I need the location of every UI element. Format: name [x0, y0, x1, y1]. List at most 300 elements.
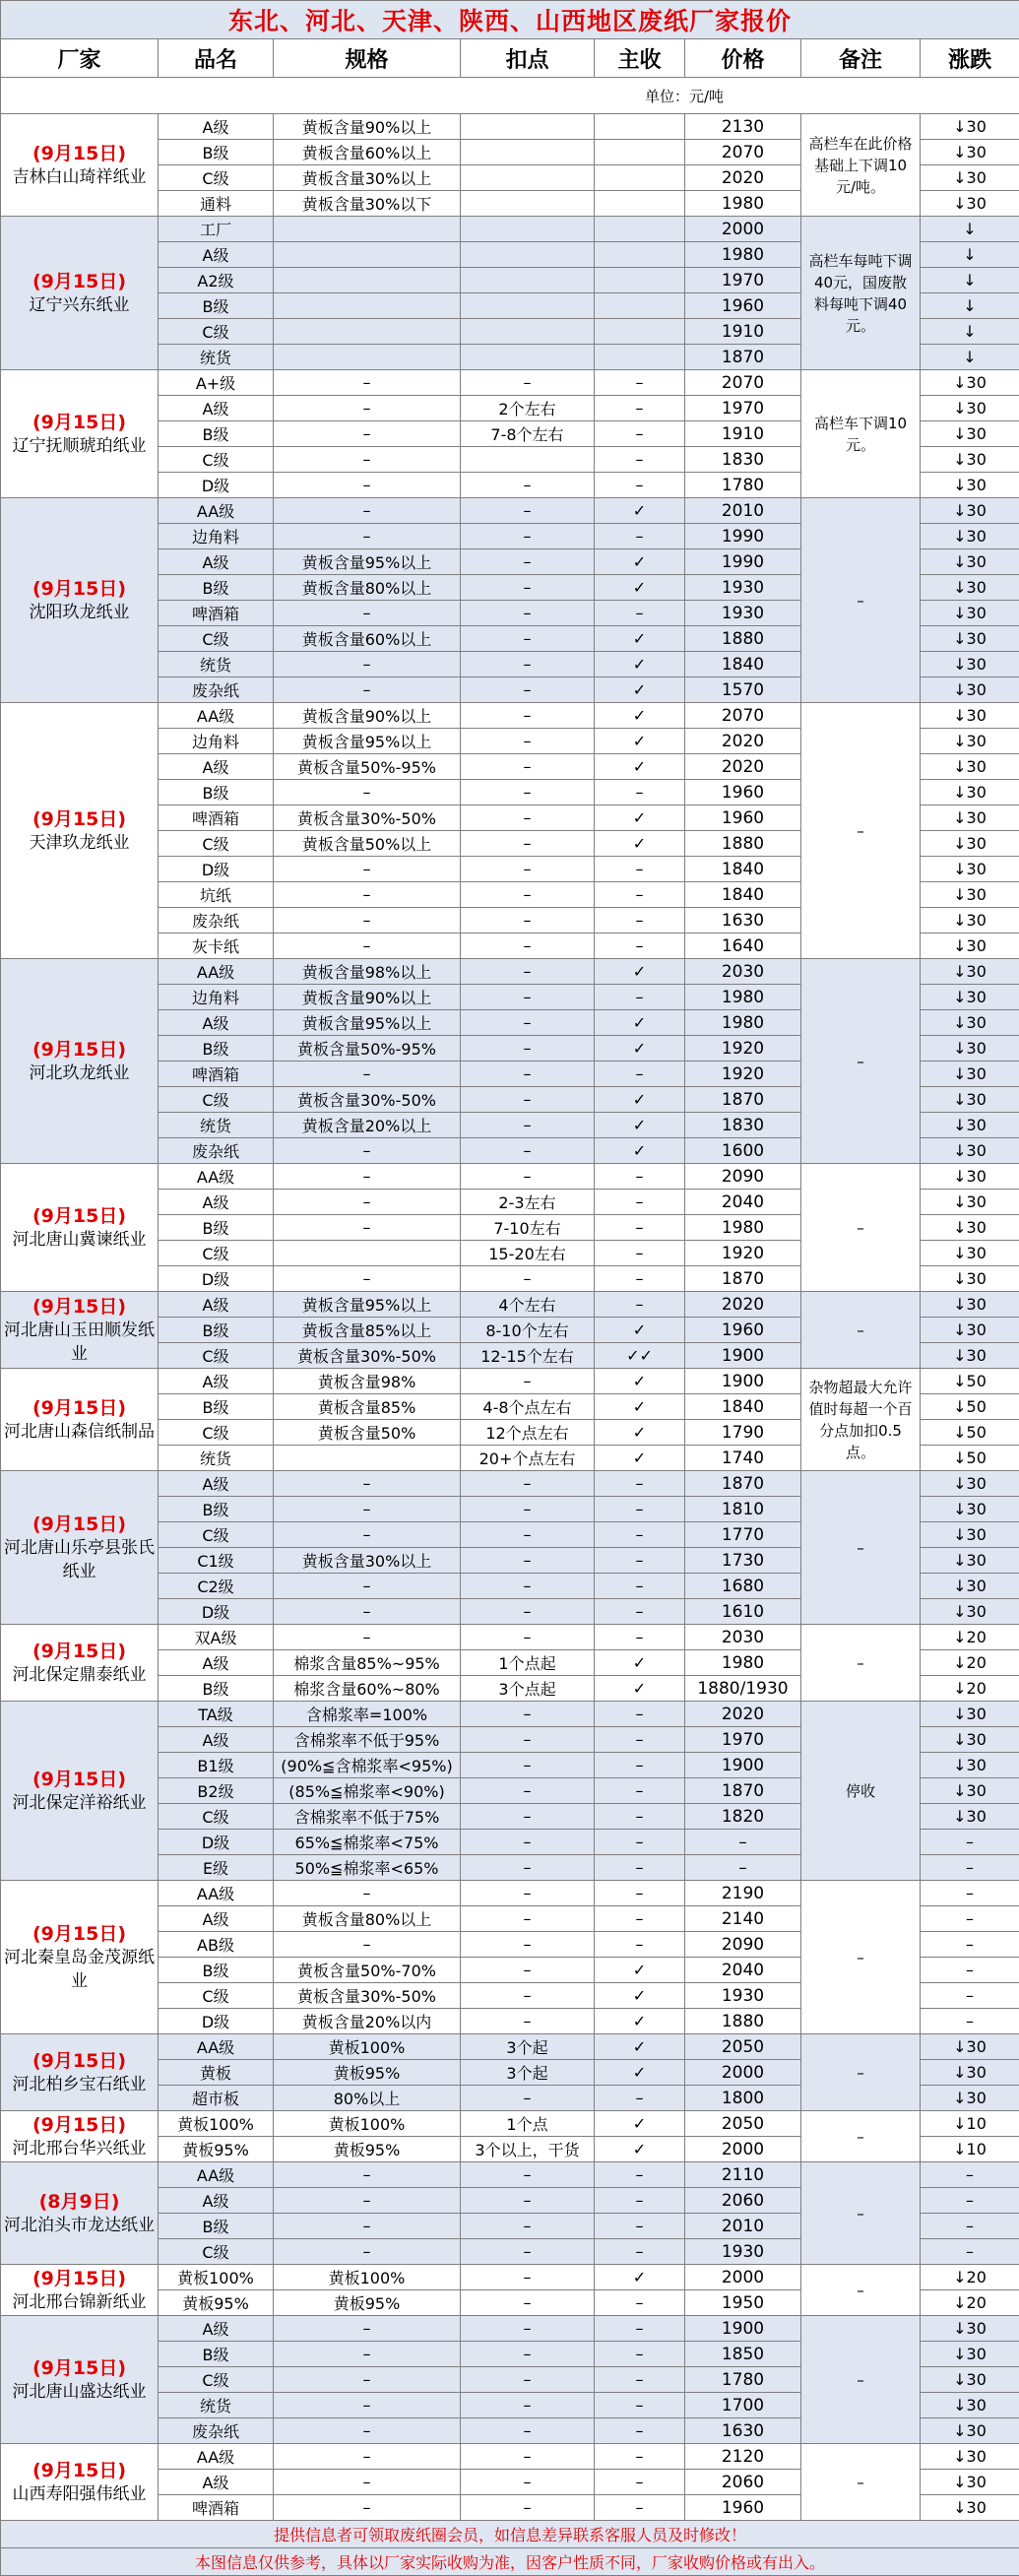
deduct-cell: – [461, 1369, 595, 1394]
main-collect-cell: – [595, 2495, 685, 2521]
main-collect-cell: ✓ [595, 729, 685, 754]
change-cell: ↓30 [921, 805, 1019, 831]
change-cell: ↓30 [921, 2034, 1019, 2060]
change-cell: ↓10 [921, 2111, 1019, 2137]
grade-cell: 双A级 [159, 1625, 274, 1650]
price-cell: 1900 [685, 1343, 801, 1369]
change-cell: ↓30 [921, 780, 1019, 805]
spec-cell [274, 1446, 461, 1471]
price-cell: 1980 [685, 1010, 801, 1036]
grade-cell: C级 [159, 1420, 274, 1446]
spec-cell: – [274, 2470, 461, 2495]
main-collect-cell: – [595, 2316, 685, 2342]
deduct-cell: – [461, 805, 595, 831]
main-collect-cell [595, 165, 685, 191]
change-cell: ↓30 [921, 1062, 1019, 1087]
main-collect-cell: – [595, 2393, 685, 2418]
main-collect-cell: ✓ [595, 652, 685, 677]
grade-cell: 啤酒箱 [159, 805, 274, 831]
change-cell: – [921, 1958, 1019, 1983]
spec-cell: – [274, 1932, 461, 1958]
table-row [1, 2034, 1019, 2060]
grade-cell: 废杂纸 [159, 908, 274, 934]
main-collect-cell: ✓ [595, 959, 685, 985]
price-cell: 2050 [685, 2034, 801, 2060]
deduct-cell [461, 293, 595, 319]
table-row [1, 498, 1019, 524]
change-cell: ↓20 [921, 1676, 1019, 1702]
grade-cell: A级 [159, 549, 274, 575]
grade-cell: 通料 [159, 191, 274, 217]
change-cell: ↓30 [921, 626, 1019, 652]
grade-cell: B级 [159, 421, 274, 447]
price-cell: 1850 [685, 2342, 801, 2367]
change-cell: ↓30 [921, 1599, 1019, 1625]
spec-cell: – [274, 2214, 461, 2239]
main-collect-cell: – [595, 1190, 685, 1215]
price-cell: 1880 [685, 2009, 801, 2034]
price-cell: 1930 [685, 601, 801, 626]
factory-name: 河北邢台锦新纸业 [1, 2290, 158, 2314]
price-cell: 1820 [685, 1804, 801, 1830]
deduct-cell: 15-20左右 [461, 1241, 595, 1266]
main-collect-cell: ✓ [595, 1036, 685, 1062]
price-cell: 2140 [685, 1906, 801, 1932]
change-cell: ↓30 [921, 1702, 1019, 1727]
change-cell: ↓30 [921, 1497, 1019, 1522]
price-cell: 2020 [685, 165, 801, 191]
main-collect-cell: – [595, 1164, 685, 1190]
grade-cell: A+级 [159, 370, 274, 396]
main-collect-cell: – [595, 601, 685, 626]
price-cell: 2000 [685, 2265, 801, 2290]
price-cell: 2130 [685, 114, 801, 140]
main-collect-cell: – [595, 2444, 685, 2470]
price-cell: 1740 [685, 1446, 801, 1471]
spec-cell: – [274, 1062, 461, 1087]
deduct-cell [461, 217, 595, 242]
change-cell: ↓50 [921, 1446, 1019, 1471]
header-deduct: 扣点 [461, 39, 595, 78]
deduct-cell: – [461, 1548, 595, 1574]
grade-cell: D级 [159, 2009, 274, 2034]
spec-cell: 50%≦棉浆率<65% [274, 1855, 461, 1881]
deduct-cell: 2个左右 [461, 396, 595, 421]
factory-date: (9月15日) [1, 1640, 158, 1663]
price-cell: 1870 [685, 1778, 801, 1804]
price-cell: 2070 [685, 703, 801, 729]
spec-cell: – [274, 1215, 461, 1241]
factory-date: (9月15日) [1, 1295, 158, 1319]
remark-cell: 高栏车下调10元。 [801, 370, 921, 498]
main-collect-cell: – [595, 1062, 685, 1087]
price-cell: 1960 [685, 293, 801, 319]
remark-cell: – [801, 1292, 921, 1369]
spec-cell: 黄板含量50%以上 [274, 831, 461, 857]
spec-cell: 黄板含量90%以上 [274, 985, 461, 1010]
grade-cell: 工厂 [159, 217, 274, 242]
grade-cell: B级 [159, 2214, 274, 2239]
main-collect-cell: – [595, 1215, 685, 1241]
price-cell: 2000 [685, 217, 801, 242]
factory-date: (9月15日) [1, 2267, 158, 2290]
deduct-cell: 7-8个左右 [461, 421, 595, 447]
grade-cell: A级 [159, 1727, 274, 1753]
main-collect-cell [595, 293, 685, 319]
deduct-cell: 3个点起 [461, 1676, 595, 1702]
grade-cell: C级 [159, 447, 274, 473]
factory-date: (9月15日) [1, 1768, 158, 1791]
main-collect-cell [595, 191, 685, 217]
grade-cell: A级 [159, 2470, 274, 2495]
spec-cell: 黄板含量80%以上 [274, 575, 461, 601]
grade-cell: C1级 [159, 1548, 274, 1574]
price-cell: 1900 [685, 2316, 801, 2342]
change-cell: ↓50 [921, 1420, 1019, 1446]
grade-cell: A级 [159, 1369, 274, 1394]
price-cell: 2020 [685, 1702, 801, 1727]
header-factory: 厂家 [1, 39, 159, 78]
spec-cell: – [274, 934, 461, 959]
factory-name: 河北泊头市龙达纸业 [1, 2214, 158, 2237]
change-cell: ↓30 [921, 1574, 1019, 1599]
deduct-cell: – [461, 1164, 595, 1190]
change-cell: ↓20 [921, 1650, 1019, 1676]
change-cell: ↓30 [921, 677, 1019, 703]
spec-cell: – [274, 2188, 461, 2214]
deduct-cell [461, 319, 595, 345]
grade-cell: AA级 [159, 2444, 274, 2470]
spec-cell: – [274, 1625, 461, 1650]
factory-cell [1, 370, 159, 498]
main-collect-cell: – [595, 473, 685, 498]
spec-cell: 黄板含量30%以上 [274, 1548, 461, 1574]
grade-cell: B级 [159, 575, 274, 601]
price-cell: 1840 [685, 882, 801, 908]
factory-name: 河北玖龙纸业 [1, 1062, 158, 1085]
spec-cell: 黄板含量98% [274, 1369, 461, 1394]
main-collect-cell: – [595, 1804, 685, 1830]
price-cell: 2060 [685, 2188, 801, 2214]
price-cell: 2190 [685, 1881, 801, 1906]
change-cell: ↓30 [921, 1804, 1019, 1830]
spec-cell: – [274, 601, 461, 626]
main-collect-cell: ✓ [595, 626, 685, 652]
spec-cell: – [274, 2316, 461, 2342]
deduct-cell: – [461, 1804, 595, 1830]
main-collect-cell: ✓ [595, 805, 685, 831]
price-cell: 1630 [685, 908, 801, 934]
main-collect-cell: – [595, 370, 685, 396]
table-row [1, 114, 1019, 140]
spec-cell: – [274, 677, 461, 703]
spec-cell: 黄板含量95%以上 [274, 1010, 461, 1036]
price-cell: 1980 [685, 1650, 801, 1676]
main-collect-cell: ✓ [595, 2009, 685, 2034]
deduct-cell: – [461, 1138, 595, 1164]
remark-cell: – [801, 2162, 921, 2265]
main-collect-cell: ✓ [595, 1650, 685, 1676]
price-cell: 1800 [685, 2086, 801, 2111]
deduct-cell: 3个起 [461, 2034, 595, 2060]
deduct-cell [461, 140, 595, 165]
grade-cell: B1级 [159, 1753, 274, 1778]
price-cell: 1920 [685, 1241, 801, 1266]
main-collect-cell: – [595, 2342, 685, 2367]
deduct-cell: 8-10个左右 [461, 1318, 595, 1343]
change-cell: ↓30 [921, 2367, 1019, 2393]
change-cell: ↓30 [921, 2342, 1019, 2367]
deduct-cell: – [461, 857, 595, 882]
grade-cell: AA级 [159, 1881, 274, 1906]
table-row [1, 217, 1019, 242]
deduct-cell: – [461, 1266, 595, 1292]
change-cell: ↓30 [921, 2418, 1019, 2444]
spec-cell: 黄板含量60%以上 [274, 140, 461, 165]
change-cell: ↓30 [921, 165, 1019, 191]
main-collect-cell: – [595, 1830, 685, 1855]
change-cell: ↓30 [921, 1318, 1019, 1343]
deduct-cell: 12个点左右 [461, 1420, 595, 1446]
change-cell: ↓30 [921, 140, 1019, 165]
remark-cell: – [801, 1164, 921, 1292]
main-collect-cell: – [595, 396, 685, 421]
price-cell: 2060 [685, 2470, 801, 2495]
main-collect-cell: – [595, 2418, 685, 2444]
price-cell: 2090 [685, 1932, 801, 1958]
deduct-cell: – [461, 1727, 595, 1753]
grade-cell: AA级 [159, 959, 274, 985]
spec-cell: 黄板含量95%以上 [274, 549, 461, 575]
table-row [1, 1292, 1019, 1318]
spec-cell: 含棉浆率不低于95% [274, 1727, 461, 1753]
spec-cell [274, 217, 461, 242]
deduct-cell: – [461, 2290, 595, 2316]
factory-name: 吉林白山琦祥纸业 [1, 165, 158, 189]
change-cell: ↓30 [921, 2444, 1019, 2470]
deduct-cell: – [461, 1574, 595, 1599]
grade-cell: B级 [159, 1036, 274, 1062]
price-cell: 1870 [685, 1087, 801, 1113]
price-cell: 1910 [685, 319, 801, 345]
main-collect-cell: ✓ [595, 1010, 685, 1036]
main-collect-cell: – [595, 2470, 685, 2495]
grade-cell: B级 [159, 1318, 274, 1343]
factory-date: (9月15日) [1, 142, 158, 165]
change-cell: ↓30 [921, 396, 1019, 421]
change-cell: ↓30 [921, 908, 1019, 934]
remark-cell: – [801, 703, 921, 959]
main-collect-cell: – [595, 908, 685, 934]
deduct-cell: – [461, 1062, 595, 1087]
deduct-cell: 1个点 [461, 2111, 595, 2137]
main-collect-cell: – [595, 1625, 685, 1650]
change-cell: ↓ [921, 242, 1019, 268]
deduct-cell: – [461, 1625, 595, 1650]
main-collect-cell: – [595, 1881, 685, 1906]
deduct-cell: – [461, 2162, 595, 2188]
deduct-cell [461, 114, 595, 140]
price-cell: 1610 [685, 1599, 801, 1625]
spec-cell: – [274, 370, 461, 396]
change-cell: ↓30 [921, 2316, 1019, 2342]
main-collect-cell: – [595, 985, 685, 1010]
deduct-cell: – [461, 1702, 595, 1727]
deduct-cell: – [461, 2495, 595, 2521]
main-collect-cell: – [595, 1241, 685, 1266]
remark-cell: 杂物超最大允许值时每超一个百分点加扣0.5点。 [801, 1369, 921, 1471]
table-row [1, 1471, 1019, 1497]
factory-name: 河北唐山森信纸制品 [1, 1420, 158, 1444]
main-collect-cell: – [595, 1778, 685, 1804]
grade-cell: AA级 [159, 498, 274, 524]
deduct-cell: – [461, 473, 595, 498]
spec-cell: 黄板含量30%-50% [274, 1983, 461, 2009]
factory-name: 沈阳玖龙纸业 [1, 601, 158, 624]
change-cell: – [921, 1881, 1019, 1906]
header-price: 价格 [685, 39, 801, 78]
grade-cell: A级 [159, 114, 274, 140]
price-cell: 2040 [685, 1958, 801, 1983]
change-cell: ↓30 [921, 1753, 1019, 1778]
price-cell: 1980 [685, 1215, 801, 1241]
change-cell: ↓50 [921, 1394, 1019, 1420]
spec-cell: 含棉浆率=100% [274, 1702, 461, 1727]
grade-cell: 黄板100% [159, 2111, 274, 2137]
price-cell: – [685, 1830, 801, 1855]
grade-cell: B2级 [159, 1778, 274, 1804]
grade-cell: B级 [159, 2342, 274, 2367]
main-collect-cell: ✓ [595, 1983, 685, 2009]
grade-cell: B级 [159, 140, 274, 165]
change-cell: ↓30 [921, 729, 1019, 754]
grade-cell: C级 [159, 165, 274, 191]
spec-cell: 黄板含量90%以上 [274, 703, 461, 729]
spec-cell: 黄板95% [274, 2060, 461, 2086]
price-cell: 1810 [685, 1497, 801, 1522]
table-row [1, 2316, 1019, 2342]
factory-name: 河北保定洋裕纸业 [1, 1791, 158, 1815]
change-cell: ↓30 [921, 549, 1019, 575]
main-collect-cell: – [595, 1471, 685, 1497]
grade-cell: C级 [159, 1087, 274, 1113]
change-cell: ↓30 [921, 652, 1019, 677]
spec-cell: – [274, 1266, 461, 1292]
spec-cell: – [274, 882, 461, 908]
deduct-cell: – [461, 1830, 595, 1855]
change-cell: – [921, 2239, 1019, 2265]
grade-cell: 边角料 [159, 985, 274, 1010]
grade-cell: AA级 [159, 703, 274, 729]
price-cell: 1900 [685, 1753, 801, 1778]
grade-cell: 啤酒箱 [159, 1062, 274, 1087]
header-row [1, 39, 1019, 78]
deduct-cell: – [461, 959, 595, 985]
spec-cell: (85%≦棉浆率<90%) [274, 1778, 461, 1804]
change-cell: ↓30 [921, 1266, 1019, 1292]
price-cell: 2070 [685, 140, 801, 165]
spec-cell [274, 293, 461, 319]
table-row [1, 2111, 1019, 2137]
spec-cell: – [274, 2418, 461, 2444]
spec-cell: – [274, 1881, 461, 1906]
factory-cell [1, 2265, 159, 2316]
change-cell: ↓30 [921, 473, 1019, 498]
remark-cell: 高栏车在此价格基础上下调10元/吨。 [801, 114, 921, 217]
change-cell: – [921, 2188, 1019, 2214]
deduct-cell: – [461, 2265, 595, 2290]
deduct-cell: – [461, 626, 595, 652]
change-cell: – [921, 1830, 1019, 1855]
deduct-cell: – [461, 780, 595, 805]
price-cell: 1930 [685, 1983, 801, 2009]
spec-cell: – [274, 1190, 461, 1215]
spec-cell: 黄板含量50%-70% [274, 1958, 461, 1983]
table-row [1, 1369, 1019, 1394]
main-collect-cell: ✓ [595, 1420, 685, 1446]
deduct-cell: – [461, 677, 595, 703]
header-remark: 备注 [801, 39, 921, 78]
factory-name: 河北邢台华兴纸业 [1, 2137, 158, 2160]
change-cell: ↓30 [921, 1241, 1019, 1266]
change-cell: ↓30 [921, 1138, 1019, 1164]
deduct-cell: – [461, 2418, 595, 2444]
deduct-cell: – [461, 575, 595, 601]
grade-cell: C级 [159, 1343, 274, 1369]
table-row [1, 2265, 1019, 2290]
grade-cell: A2级 [159, 268, 274, 293]
grade-cell: C2级 [159, 1574, 274, 1599]
factory-date: (9月15日) [1, 2113, 158, 2137]
deduct-cell: – [461, 1471, 595, 1497]
deduct-cell: – [461, 729, 595, 754]
price-cell: 1680 [685, 1574, 801, 1599]
deduct-cell [461, 191, 595, 217]
main-collect-cell [595, 268, 685, 293]
price-cell: 1900 [685, 1369, 801, 1394]
footer-note: 本图信息仅供参考，具体以厂家实际收购为准，因客户性质不同，厂家收购价格或有出入。 [1, 2548, 1019, 2576]
header-main: 主收 [595, 39, 685, 78]
change-cell: ↓20 [921, 2290, 1019, 2316]
main-collect-cell: ✓ [595, 2060, 685, 2086]
deduct-cell: – [461, 370, 595, 396]
spec-cell: 65%≦棉浆率<75% [274, 1830, 461, 1855]
change-cell: – [921, 1906, 1019, 1932]
price-cell: 1780 [685, 473, 801, 498]
spec-cell [274, 1241, 461, 1266]
main-collect-cell: ✓ [595, 1087, 685, 1113]
factory-date: (9月15日) [1, 1038, 158, 1062]
spec-cell: 黄板含量20%以内 [274, 2009, 461, 2034]
price-cell: 1770 [685, 1522, 801, 1548]
table-row [1, 370, 1019, 396]
price-cell: 1970 [685, 268, 801, 293]
deduct-cell: – [461, 1881, 595, 1906]
change-cell: ↓ [921, 268, 1019, 293]
grade-cell: A级 [159, 754, 274, 780]
remark-cell: – [801, 2034, 921, 2111]
deduct-cell: – [461, 1522, 595, 1548]
main-collect-cell: – [595, 934, 685, 959]
grade-cell: 黄板 [159, 2060, 274, 2086]
deduct-cell [461, 165, 595, 191]
change-cell: – [921, 2162, 1019, 2188]
remark-cell: – [801, 498, 921, 703]
grade-cell: 超市板 [159, 2086, 274, 2111]
main-collect-cell: ✓ [595, 1318, 685, 1343]
spec-cell: 黄板95% [274, 2290, 461, 2316]
table-row [1, 2444, 1019, 2470]
